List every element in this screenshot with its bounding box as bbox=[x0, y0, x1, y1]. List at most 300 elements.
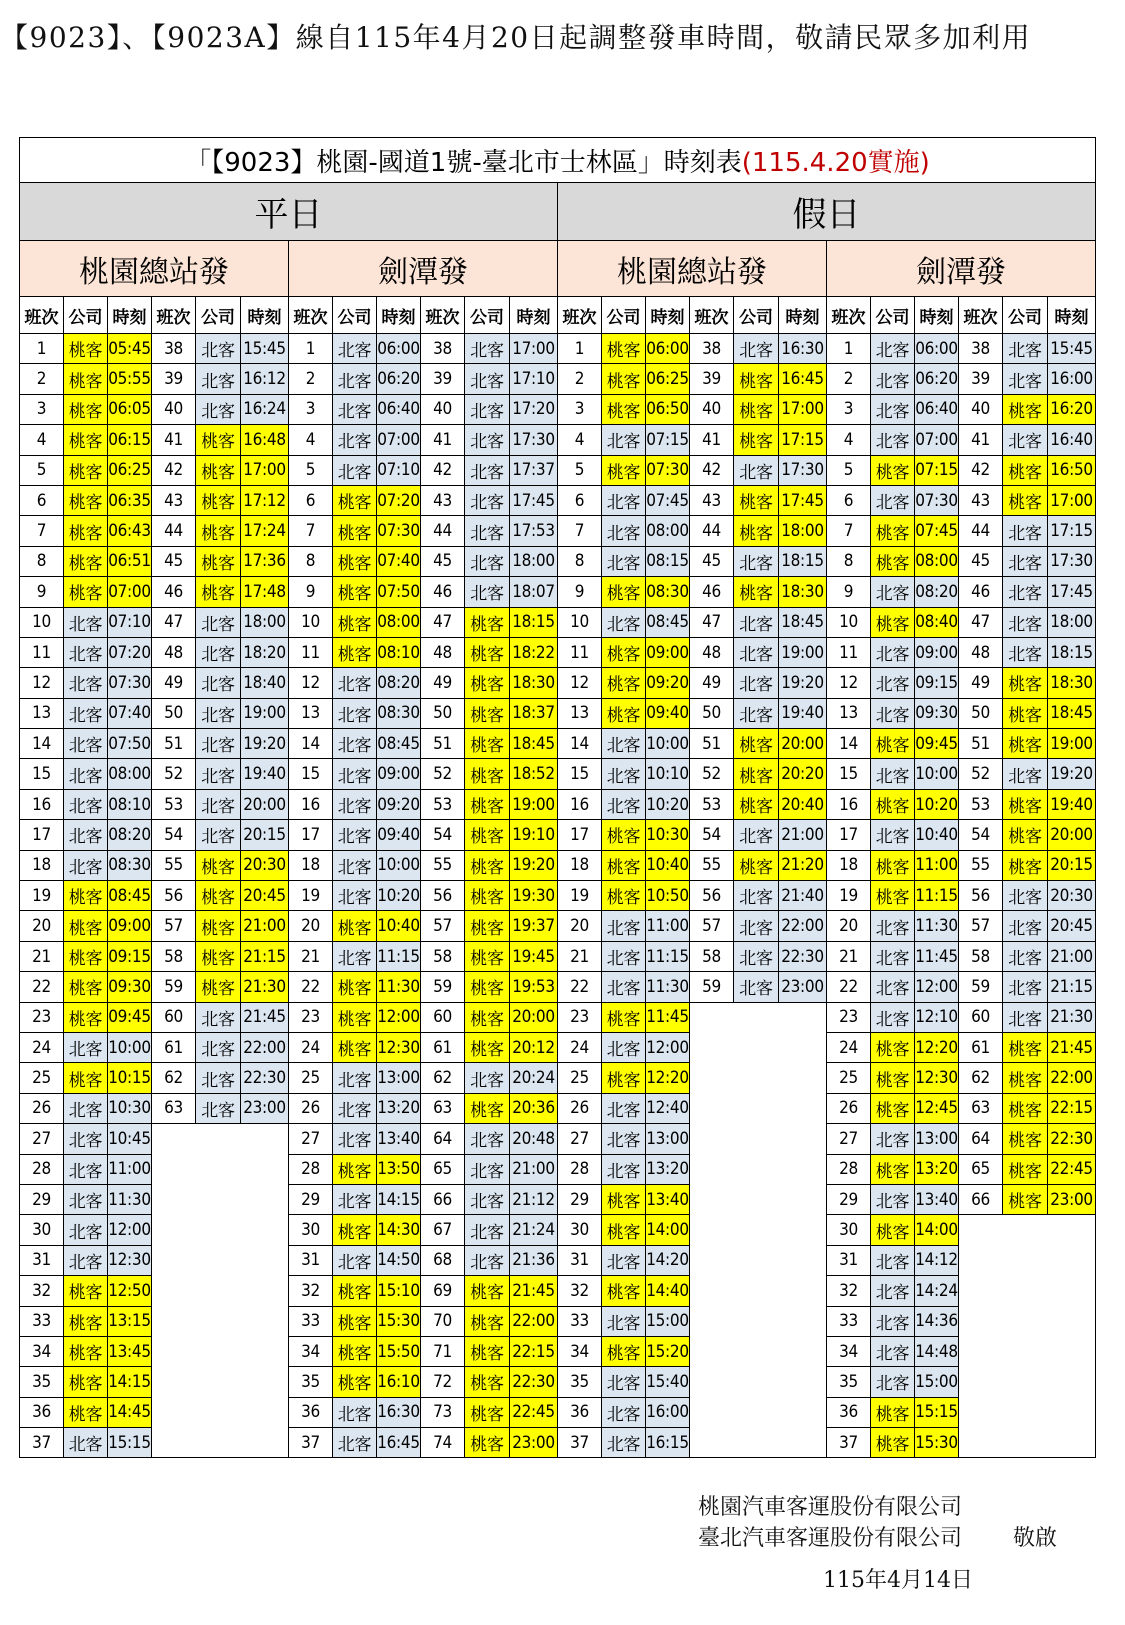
trip-number: 24 bbox=[558, 1032, 602, 1062]
operator: 北客 bbox=[871, 425, 915, 455]
operator: 桃客 bbox=[871, 1215, 915, 1245]
trip-number bbox=[959, 1215, 1003, 1245]
trip-number: 36 bbox=[289, 1397, 333, 1427]
operator: 桃客 bbox=[333, 1336, 377, 1366]
departure-time: 20:00 bbox=[241, 789, 289, 819]
departure-time: 17:15 bbox=[779, 425, 827, 455]
trip-number: 37 bbox=[20, 1428, 64, 1458]
trip-number: 45 bbox=[421, 546, 465, 576]
trip-number bbox=[959, 1245, 1003, 1275]
departure-time: 21:36 bbox=[510, 1245, 558, 1275]
trip-number: 18 bbox=[20, 850, 64, 880]
trip-number: 22 bbox=[289, 972, 333, 1002]
timetable-wrapper bbox=[19, 137, 1095, 1458]
trip-number: 11 bbox=[20, 637, 64, 667]
operator: 桃客 bbox=[602, 1215, 646, 1245]
trip-number: 15 bbox=[827, 759, 871, 789]
trip-number: 33 bbox=[20, 1306, 64, 1336]
operator: 北客 bbox=[602, 607, 646, 637]
trip-number: 48 bbox=[959, 637, 1003, 667]
departure-time: 07:40 bbox=[108, 698, 152, 728]
trip-number: 56 bbox=[152, 881, 196, 911]
operator: 桃客 bbox=[871, 850, 915, 880]
departure-time: 15:45 bbox=[241, 334, 289, 364]
departure-time: 23:00 bbox=[241, 1093, 289, 1123]
departure-time: 19:00 bbox=[241, 698, 289, 728]
trip-number: 10 bbox=[827, 607, 871, 637]
departure-time: 08:00 bbox=[915, 546, 959, 576]
trip-number: 63 bbox=[421, 1093, 465, 1123]
departure-time: 08:45 bbox=[646, 607, 690, 637]
trip-number: 3 bbox=[827, 394, 871, 424]
operator: 桃客 bbox=[602, 577, 646, 607]
departure-time: 14:15 bbox=[108, 1367, 152, 1397]
operator: 桃客 bbox=[465, 668, 510, 698]
operator: 桃客 bbox=[1003, 820, 1048, 850]
departure-time: 07:15 bbox=[646, 425, 690, 455]
departure-time: 13:00 bbox=[915, 1124, 959, 1154]
trip-number: 41 bbox=[152, 425, 196, 455]
departure-time: 19:10 bbox=[510, 820, 558, 850]
operator: 北客 bbox=[602, 1245, 646, 1275]
trip-number bbox=[690, 1063, 734, 1093]
departure-time: 09:30 bbox=[915, 698, 959, 728]
departure-time: 20:00 bbox=[1048, 820, 1096, 850]
operator: 桃客 bbox=[1003, 850, 1048, 880]
trip-number bbox=[959, 1367, 1003, 1397]
trip-number: 2 bbox=[558, 364, 602, 394]
operator: 北客 bbox=[871, 1276, 915, 1306]
operator: 桃客 bbox=[734, 485, 779, 515]
trip-number: 42 bbox=[421, 455, 465, 485]
operator: 北客 bbox=[871, 1002, 915, 1032]
effective-date-note: (115.4.20實施) bbox=[741, 147, 930, 178]
operator: 北客 bbox=[64, 607, 108, 637]
departure-time bbox=[1048, 1245, 1096, 1275]
trip-number: 57 bbox=[421, 911, 465, 941]
trip-number: 7 bbox=[558, 516, 602, 546]
departure-time: 17:30 bbox=[1048, 546, 1096, 576]
operator: 北客 bbox=[333, 364, 377, 394]
departure-time: 16:48 bbox=[241, 425, 289, 455]
trip-number: 11 bbox=[827, 637, 871, 667]
operator: 桃客 bbox=[333, 637, 377, 667]
departure-time: 20:24 bbox=[510, 1063, 558, 1093]
departure-time bbox=[241, 1124, 289, 1154]
trip-number: 62 bbox=[152, 1063, 196, 1093]
trip-number bbox=[690, 1276, 734, 1306]
operator: 桃客 bbox=[1003, 1063, 1048, 1093]
trip-number: 35 bbox=[558, 1367, 602, 1397]
operator: 北客 bbox=[64, 698, 108, 728]
operator: 桃客 bbox=[64, 577, 108, 607]
trip-number: 52 bbox=[690, 759, 734, 789]
operator: 北客 bbox=[465, 516, 510, 546]
departure-time: 18:07 bbox=[510, 577, 558, 607]
signature-company-taipei: 臺北汽車客運股份有限公司 bbox=[698, 1526, 963, 1551]
operator bbox=[734, 1124, 779, 1154]
departure-time bbox=[241, 1154, 289, 1184]
trip-number: 47 bbox=[959, 607, 1003, 637]
trip-number: 53 bbox=[421, 789, 465, 819]
column-header: 時刻 bbox=[377, 297, 421, 334]
operator: 北客 bbox=[602, 1154, 646, 1184]
departure-time: 23:00 bbox=[779, 972, 827, 1002]
operator: 桃客 bbox=[64, 1367, 108, 1397]
trip-number bbox=[959, 1428, 1003, 1458]
operator: 桃客 bbox=[64, 1336, 108, 1366]
operator: 桃客 bbox=[196, 485, 241, 515]
operator: 桃客 bbox=[196, 577, 241, 607]
operator bbox=[1003, 1215, 1048, 1245]
operator: 北客 bbox=[333, 1397, 377, 1427]
operator: 北客 bbox=[1003, 911, 1048, 941]
trip-number: 26 bbox=[289, 1093, 333, 1123]
operator: 桃客 bbox=[465, 759, 510, 789]
trip-number: 42 bbox=[690, 455, 734, 485]
departure-time: 21:00 bbox=[510, 1154, 558, 1184]
operator: 桃客 bbox=[64, 1397, 108, 1427]
departure-time: 14:20 bbox=[646, 1245, 690, 1275]
operator: 桃客 bbox=[602, 1184, 646, 1214]
trip-number: 16 bbox=[289, 789, 333, 819]
trip-number: 46 bbox=[421, 577, 465, 607]
timetable bbox=[19, 137, 1096, 1458]
trip-number: 1 bbox=[20, 334, 64, 364]
departure-time: 11:30 bbox=[915, 911, 959, 941]
departure-time: 06:43 bbox=[108, 516, 152, 546]
departure-time: 18:45 bbox=[1048, 698, 1096, 728]
trip-number: 53 bbox=[959, 789, 1003, 819]
departure-time: 08:30 bbox=[377, 698, 421, 728]
departure-time bbox=[241, 1397, 289, 1427]
trip-number: 40 bbox=[690, 394, 734, 424]
column-header: 班次 bbox=[421, 297, 465, 334]
departure-time bbox=[779, 1063, 827, 1093]
trip-number: 28 bbox=[20, 1154, 64, 1184]
operator: 北客 bbox=[333, 941, 377, 971]
departure-time bbox=[241, 1245, 289, 1275]
operator: 桃客 bbox=[465, 850, 510, 880]
trip-number: 33 bbox=[289, 1306, 333, 1336]
departure-time: 22:00 bbox=[241, 1032, 289, 1062]
departure-time: 13:40 bbox=[377, 1124, 421, 1154]
operator: 北客 bbox=[602, 1124, 646, 1154]
trip-number: 61 bbox=[152, 1032, 196, 1062]
trip-number: 8 bbox=[827, 546, 871, 576]
trip-number: 28 bbox=[827, 1154, 871, 1184]
trip-number: 38 bbox=[421, 334, 465, 364]
trip-number: 31 bbox=[558, 1245, 602, 1275]
trip-number: 27 bbox=[827, 1124, 871, 1154]
trip-number: 38 bbox=[959, 334, 1003, 364]
departure-time: 16:45 bbox=[377, 1428, 421, 1458]
trip-number: 1 bbox=[558, 334, 602, 364]
departure-time bbox=[779, 1367, 827, 1397]
departure-time: 17:24 bbox=[241, 516, 289, 546]
table-row bbox=[20, 972, 1096, 1002]
operator: 北客 bbox=[871, 941, 915, 971]
table-row bbox=[20, 759, 1096, 789]
table-row bbox=[20, 1032, 1096, 1062]
operator bbox=[734, 1032, 779, 1062]
departure-time: 16:50 bbox=[1048, 455, 1096, 485]
departure-time: 06:25 bbox=[108, 455, 152, 485]
trip-number: 39 bbox=[421, 364, 465, 394]
departure-time bbox=[241, 1215, 289, 1245]
trip-number: 44 bbox=[421, 516, 465, 546]
operator: 桃客 bbox=[734, 850, 779, 880]
departure-time: 22:00 bbox=[510, 1306, 558, 1336]
trip-number bbox=[152, 1306, 196, 1336]
departure-time: 16:45 bbox=[779, 364, 827, 394]
departure-time: 08:00 bbox=[108, 759, 152, 789]
departure-time: 20:15 bbox=[241, 820, 289, 850]
operator: 桃客 bbox=[734, 577, 779, 607]
departure-time: 11:00 bbox=[915, 850, 959, 880]
departure-time: 09:45 bbox=[108, 1002, 152, 1032]
operator bbox=[1003, 1336, 1048, 1366]
operator: 北客 bbox=[196, 394, 241, 424]
trip-number: 39 bbox=[690, 364, 734, 394]
operator: 北客 bbox=[871, 759, 915, 789]
operator: 桃客 bbox=[1003, 729, 1048, 759]
operator: 桃客 bbox=[333, 1154, 377, 1184]
operator: 北客 bbox=[196, 759, 241, 789]
departure-time: 17:10 bbox=[510, 364, 558, 394]
departure-time bbox=[779, 1154, 827, 1184]
trip-number: 10 bbox=[20, 607, 64, 637]
trip-number: 57 bbox=[959, 911, 1003, 941]
operator: 北客 bbox=[465, 1124, 510, 1154]
departure-time: 07:30 bbox=[108, 668, 152, 698]
departure-time: 19:40 bbox=[241, 759, 289, 789]
trip-number: 74 bbox=[421, 1428, 465, 1458]
operator: 北客 bbox=[1003, 637, 1048, 667]
operator: 北客 bbox=[64, 820, 108, 850]
operator: 北客 bbox=[1003, 364, 1048, 394]
operator: 桃客 bbox=[1003, 455, 1048, 485]
departure-time bbox=[779, 1032, 827, 1062]
operator bbox=[734, 1245, 779, 1275]
trip-number: 5 bbox=[827, 455, 871, 485]
operator: 桃客 bbox=[602, 1276, 646, 1306]
table-row bbox=[20, 1397, 1096, 1427]
operator: 桃客 bbox=[1003, 1154, 1048, 1184]
table-row bbox=[20, 729, 1096, 759]
trip-number: 36 bbox=[20, 1397, 64, 1427]
operator: 北客 bbox=[465, 1063, 510, 1093]
trip-number: 39 bbox=[959, 364, 1003, 394]
table-row bbox=[20, 546, 1096, 576]
departure-time: 07:10 bbox=[108, 607, 152, 637]
operator: 桃客 bbox=[333, 1215, 377, 1245]
departure-time: 17:00 bbox=[779, 394, 827, 424]
operator: 北客 bbox=[333, 455, 377, 485]
departure-time bbox=[779, 1002, 827, 1032]
trip-number: 24 bbox=[289, 1032, 333, 1062]
departure-time: 08:45 bbox=[377, 729, 421, 759]
trip-number: 47 bbox=[690, 607, 734, 637]
departure-time: 08:10 bbox=[108, 789, 152, 819]
departure-time: 19:40 bbox=[779, 698, 827, 728]
trip-number: 68 bbox=[421, 1245, 465, 1275]
trip-number: 13 bbox=[20, 698, 64, 728]
trip-number: 36 bbox=[827, 1397, 871, 1427]
table-row bbox=[20, 1428, 1096, 1458]
departure-time: 10:40 bbox=[915, 820, 959, 850]
operator: 北客 bbox=[465, 1184, 510, 1214]
column-header: 時刻 bbox=[108, 297, 152, 334]
operator: 北客 bbox=[871, 1367, 915, 1397]
column-header: 公司 bbox=[333, 297, 377, 334]
trip-number: 63 bbox=[959, 1093, 1003, 1123]
departure-time: 20:45 bbox=[1048, 911, 1096, 941]
departure-time: 16:00 bbox=[1048, 364, 1096, 394]
trip-number: 15 bbox=[289, 759, 333, 789]
operator: 桃客 bbox=[1003, 698, 1048, 728]
operator: 桃客 bbox=[196, 516, 241, 546]
departure-time: 12:30 bbox=[108, 1245, 152, 1275]
trip-number: 58 bbox=[421, 941, 465, 971]
operator: 北客 bbox=[1003, 334, 1048, 364]
trip-number bbox=[959, 1276, 1003, 1306]
operator: 桃客 bbox=[465, 941, 510, 971]
operator: 桃客 bbox=[871, 546, 915, 576]
trip-number: 51 bbox=[152, 729, 196, 759]
column-header: 公司 bbox=[465, 297, 510, 334]
departure-time: 20:20 bbox=[779, 759, 827, 789]
trip-number: 32 bbox=[289, 1276, 333, 1306]
trip-number: 21 bbox=[827, 941, 871, 971]
departure-time: 10:15 bbox=[108, 1063, 152, 1093]
table-row bbox=[20, 1184, 1096, 1214]
operator: 北客 bbox=[64, 789, 108, 819]
trip-number: 44 bbox=[152, 516, 196, 546]
departure-time: 09:45 bbox=[915, 729, 959, 759]
operator bbox=[734, 1428, 779, 1458]
trip-number: 65 bbox=[959, 1154, 1003, 1184]
departure-time: 09:15 bbox=[108, 941, 152, 971]
trip-number: 6 bbox=[289, 485, 333, 515]
trip-number: 71 bbox=[421, 1336, 465, 1366]
operator: 桃客 bbox=[734, 425, 779, 455]
trip-number: 6 bbox=[558, 485, 602, 515]
departure-time bbox=[779, 1124, 827, 1154]
departure-time: 07:30 bbox=[646, 455, 690, 485]
departure-time: 13:40 bbox=[915, 1184, 959, 1214]
departure-time: 07:20 bbox=[108, 637, 152, 667]
operator: 桃客 bbox=[333, 1306, 377, 1336]
trip-number: 62 bbox=[959, 1063, 1003, 1093]
departure-time: 05:55 bbox=[108, 364, 152, 394]
trip-number: 10 bbox=[558, 607, 602, 637]
operator: 北客 bbox=[1003, 425, 1048, 455]
trip-number: 21 bbox=[558, 941, 602, 971]
operator: 北客 bbox=[64, 637, 108, 667]
departure-time: 14:50 bbox=[377, 1245, 421, 1275]
operator: 北客 bbox=[64, 1093, 108, 1123]
trip-number: 9 bbox=[827, 577, 871, 607]
operator: 桃客 bbox=[871, 516, 915, 546]
trip-number: 40 bbox=[152, 394, 196, 424]
operator: 北客 bbox=[734, 668, 779, 698]
departure-time: 20:12 bbox=[510, 1032, 558, 1062]
operator: 桃客 bbox=[871, 1397, 915, 1427]
departure-time: 18:00 bbox=[779, 516, 827, 546]
operator: 北客 bbox=[64, 729, 108, 759]
operator: 桃客 bbox=[1003, 394, 1048, 424]
departure-time: 07:30 bbox=[915, 485, 959, 515]
operator: 桃客 bbox=[1003, 789, 1048, 819]
column-header: 班次 bbox=[827, 297, 871, 334]
operator: 北客 bbox=[196, 607, 241, 637]
departure-time bbox=[779, 1276, 827, 1306]
departure-time: 18:30 bbox=[1048, 668, 1096, 698]
operator: 桃客 bbox=[602, 881, 646, 911]
operator: 桃客 bbox=[1003, 1184, 1048, 1214]
departure-time: 09:30 bbox=[108, 972, 152, 1002]
trip-number: 30 bbox=[20, 1215, 64, 1245]
trip-number: 17 bbox=[289, 820, 333, 850]
trip-number: 43 bbox=[690, 485, 734, 515]
departure-time: 20:00 bbox=[510, 1002, 558, 1032]
trip-number: 30 bbox=[558, 1215, 602, 1245]
trip-number: 7 bbox=[289, 516, 333, 546]
trip-number: 16 bbox=[558, 789, 602, 819]
table-row bbox=[20, 941, 1096, 971]
departure-time: 06:15 bbox=[108, 425, 152, 455]
operator: 桃客 bbox=[871, 455, 915, 485]
departure-time: 21:15 bbox=[241, 941, 289, 971]
departure-time: 06:05 bbox=[108, 394, 152, 424]
trip-number: 25 bbox=[289, 1063, 333, 1093]
trip-number: 55 bbox=[959, 850, 1003, 880]
operator: 桃客 bbox=[465, 911, 510, 941]
trip-number: 37 bbox=[558, 1428, 602, 1458]
departure-time: 15:45 bbox=[1048, 334, 1096, 364]
departure-time: 08:30 bbox=[646, 577, 690, 607]
operator: 北客 bbox=[734, 698, 779, 728]
departure-time: 14:15 bbox=[377, 1184, 421, 1214]
trip-number: 52 bbox=[152, 759, 196, 789]
operator: 桃客 bbox=[333, 516, 377, 546]
trip-number: 42 bbox=[959, 455, 1003, 485]
operator: 桃客 bbox=[196, 911, 241, 941]
operator: 北客 bbox=[465, 364, 510, 394]
trip-number bbox=[690, 1154, 734, 1184]
departure-time bbox=[779, 1428, 827, 1458]
operator: 桃客 bbox=[465, 1002, 510, 1032]
departure-time: 18:37 bbox=[510, 698, 558, 728]
trip-number: 39 bbox=[152, 364, 196, 394]
direction-weekday-jiantan: 劍潭發 bbox=[289, 241, 558, 297]
operator: 北客 bbox=[333, 1124, 377, 1154]
departure-time: 21:00 bbox=[1048, 941, 1096, 971]
departure-time: 13:45 bbox=[108, 1336, 152, 1366]
trip-number: 5 bbox=[289, 455, 333, 485]
announcement-headline: 【9023】、【9023A】線自115年4月20日起調整發車時間，敬請民眾多加利用 bbox=[0, 21, 1032, 54]
departure-time: 17:12 bbox=[241, 485, 289, 515]
table-row bbox=[20, 1002, 1096, 1032]
trip-number: 50 bbox=[421, 698, 465, 728]
trip-number: 1 bbox=[827, 334, 871, 364]
departure-time: 10:20 bbox=[915, 789, 959, 819]
departure-time: 21:30 bbox=[1048, 1002, 1096, 1032]
trip-number: 29 bbox=[558, 1184, 602, 1214]
operator: 北客 bbox=[871, 1336, 915, 1366]
trip-number: 13 bbox=[558, 698, 602, 728]
